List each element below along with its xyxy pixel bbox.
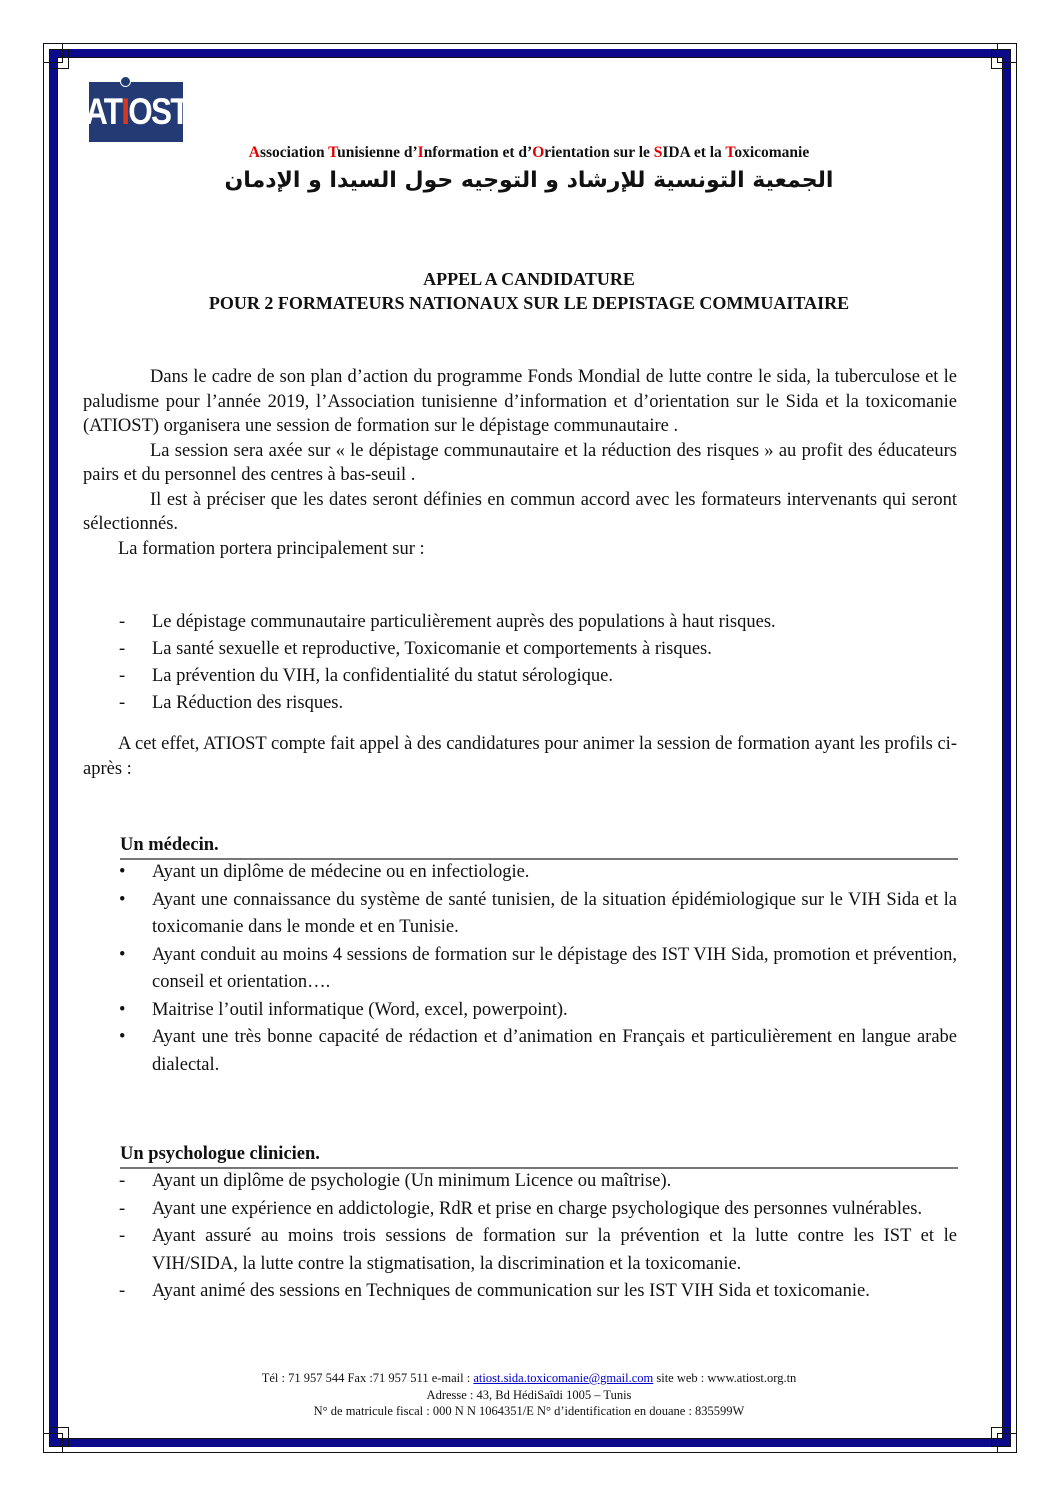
logo-text-left: AT	[84, 91, 121, 132]
list-item	[83, 997, 957, 1025]
association-name-part: ssociation	[259, 144, 329, 161]
document-subtitle: POUR 2 FORMATEURS NATIONAUX SUR LE DEPISTAGE COMMUAITAIRE	[208, 293, 850, 313]
list-item-text: Ayant une expérience en addictologie, RdR et prise en charge psychologique des personnes vulnérables.	[152, 1198, 923, 1219]
bullet-icon: •	[119, 944, 126, 965]
intro-paragraph-1: Dans le cadre de son plan d’action du programme Fonds Mondial de lutte contre le sida, la tuberculose et le paludisme pour l’année 2019, l’Association tunisienne d’information et d’orientation sur le Sida et la toxicomanie (ATIOST) organisera une session de formation sur le dépistage communautaire .	[83, 367, 957, 436]
atiost-logo	[84, 82, 188, 142]
logo-text-right: OST	[127, 91, 188, 132]
association-name-part: oxicomanie	[734, 144, 810, 161]
section-title-psychologue: Un psychologue clinicien.	[120, 1143, 958, 1169]
association-name-part: nformation et d’	[423, 144, 533, 161]
association-name-ar: الجمعية التونسية للإرشاد و التوجيه حول السيدا و الإدمان	[224, 168, 834, 193]
dash-marker: -	[119, 1281, 126, 1301]
topics-list	[83, 609, 957, 717]
red-ribbon-icon: I	[120, 91, 128, 132]
accent-letter: T	[328, 144, 338, 161]
footer-contact	[0, 1370, 1058, 1387]
accent-letter: I	[417, 144, 424, 161]
dash-marker: -	[119, 639, 126, 659]
psychologue-requirements-list	[83, 1168, 957, 1306]
medecin-requirements-list	[83, 859, 957, 1079]
list-item	[83, 636, 957, 663]
footer-phone-fax: Tél : 71 957 544 Fax :71 957 511 e-mail :	[261, 1371, 474, 1385]
list-item-text: Ayant une très bonne capacité de rédaction et d’animation en Français et particulièrement en langue arabe dialectal.	[152, 1027, 957, 1075]
border-corner-ornament	[49, 1427, 69, 1447]
dash-marker: -	[119, 666, 126, 686]
document-title: APPEL A CANDIDATURE	[423, 269, 635, 289]
accent-letter: T	[725, 144, 735, 161]
dash-marker: -	[119, 1226, 126, 1246]
bullet-icon: •	[119, 889, 126, 910]
bullet-icon: •	[119, 1027, 126, 1047]
association-name-part: rientation sur le	[544, 144, 654, 161]
list-item	[83, 942, 957, 997]
intro-paragraph-2: La session sera axée sur « le dépistage communautaire et la réduction des risques » au profit des éducateurs pairs et du personnel des centres à bas-seuil .	[83, 440, 957, 485]
footer-address: Adresse : 43, Bd HédiSaîdi 1005 – Tunis	[426, 1387, 632, 1402]
list-item	[83, 1024, 957, 1079]
list-item-text: La santé sexuelle et reproductive, Toxicomanie et comportements à risques.	[152, 639, 712, 659]
border-corner-ornament	[991, 1427, 1011, 1447]
dash-marker: -	[119, 1171, 126, 1191]
list-item-text: Ayant assuré au moins trois sessions de formation sur la prévention et la lutte contre les IST et le VIH/SIDA, la lutte contre la stigmatisation, la discrimination et la toxicomanie.	[152, 1226, 957, 1274]
list-item	[83, 663, 957, 690]
list-item-text: Maitrise l’outil informatique (Word, excel, powerpoint).	[152, 999, 568, 1020]
logo-text	[85, 91, 188, 133]
section-title-medecin: Un médecin.	[120, 834, 958, 860]
list-item	[83, 609, 957, 636]
list-item-text: Ayant un diplôme de psychologie (Un minimum Licence ou maîtrise).	[152, 1171, 672, 1191]
accent-letter: A	[248, 144, 260, 161]
footer-ids: N° de matricule fiscal : 000 N N 1064351/E N° d’identification en douane : 835599W	[313, 1404, 745, 1418]
association-name-fr	[0, 144, 1058, 162]
footer	[0, 1370, 1058, 1420]
list-item	[83, 859, 957, 887]
list-item	[83, 887, 957, 942]
list-item	[83, 1196, 957, 1224]
list-item-text: La Réduction des risques.	[152, 693, 344, 713]
list-item	[83, 1223, 957, 1278]
dash-marker: -	[119, 693, 126, 713]
bullet-icon: •	[119, 862, 126, 882]
list-item-text: Ayant une connaissance du système de santé tunisien, de la situation épidémiologique sur le VIH Sida et la toxicomanie dans le monde et en Tunisie.	[152, 889, 957, 937]
accent-letter: S	[653, 144, 663, 161]
bullet-icon: •	[119, 999, 126, 1020]
list-item-text: Le dépistage communautaire particulièrement auprès des populations à haut risques.	[152, 612, 776, 632]
intro-paragraph-3: Il est à préciser que les dates seront définies en commun accord avec les formateurs intervenants qui seront sélectionnés.	[83, 489, 957, 534]
border-corner-ornament	[991, 49, 1011, 69]
border-corner-ornament	[49, 49, 69, 69]
footer-website: site web : www.atiost.org.tn	[653, 1371, 797, 1385]
email-link[interactable]: atiost.sida.toxicomanie@gmail.com	[473, 1371, 654, 1385]
profiles-intro: A cet effet, ATIOST compte fait appel à des candidatures pour animer la session de formation ayant les profils ci-après :	[83, 734, 957, 779]
list-item-text: Ayant animé des sessions en Techniques de communication sur les IST VIH Sida et toxicomanie.	[152, 1281, 870, 1301]
list-item	[83, 690, 957, 717]
dash-marker: -	[119, 1198, 126, 1219]
association-name-part: IDA et la	[662, 144, 726, 161]
association-name-part: unisienne d’	[337, 144, 418, 161]
intro-section	[83, 365, 957, 561]
profiles-intro-section	[83, 732, 957, 781]
list-item-text: Ayant un diplôme de médecine ou en infectiologie.	[152, 862, 530, 882]
dash-marker: -	[119, 612, 126, 632]
list-item-text: Ayant conduit au moins 4 sessions de formation sur le dépistage des IST VIH Sida, promotion et prévention, conseil et orientation….	[152, 944, 957, 992]
logo-dot-icon	[120, 76, 131, 87]
intro-paragraph-4: La formation portera principalement sur :	[118, 538, 425, 559]
list-item	[83, 1168, 957, 1196]
list-item	[83, 1278, 957, 1306]
accent-letter: O	[532, 144, 545, 161]
list-item-text: La prévention du VIH, la confidentialité du statut sérologique.	[152, 666, 614, 686]
